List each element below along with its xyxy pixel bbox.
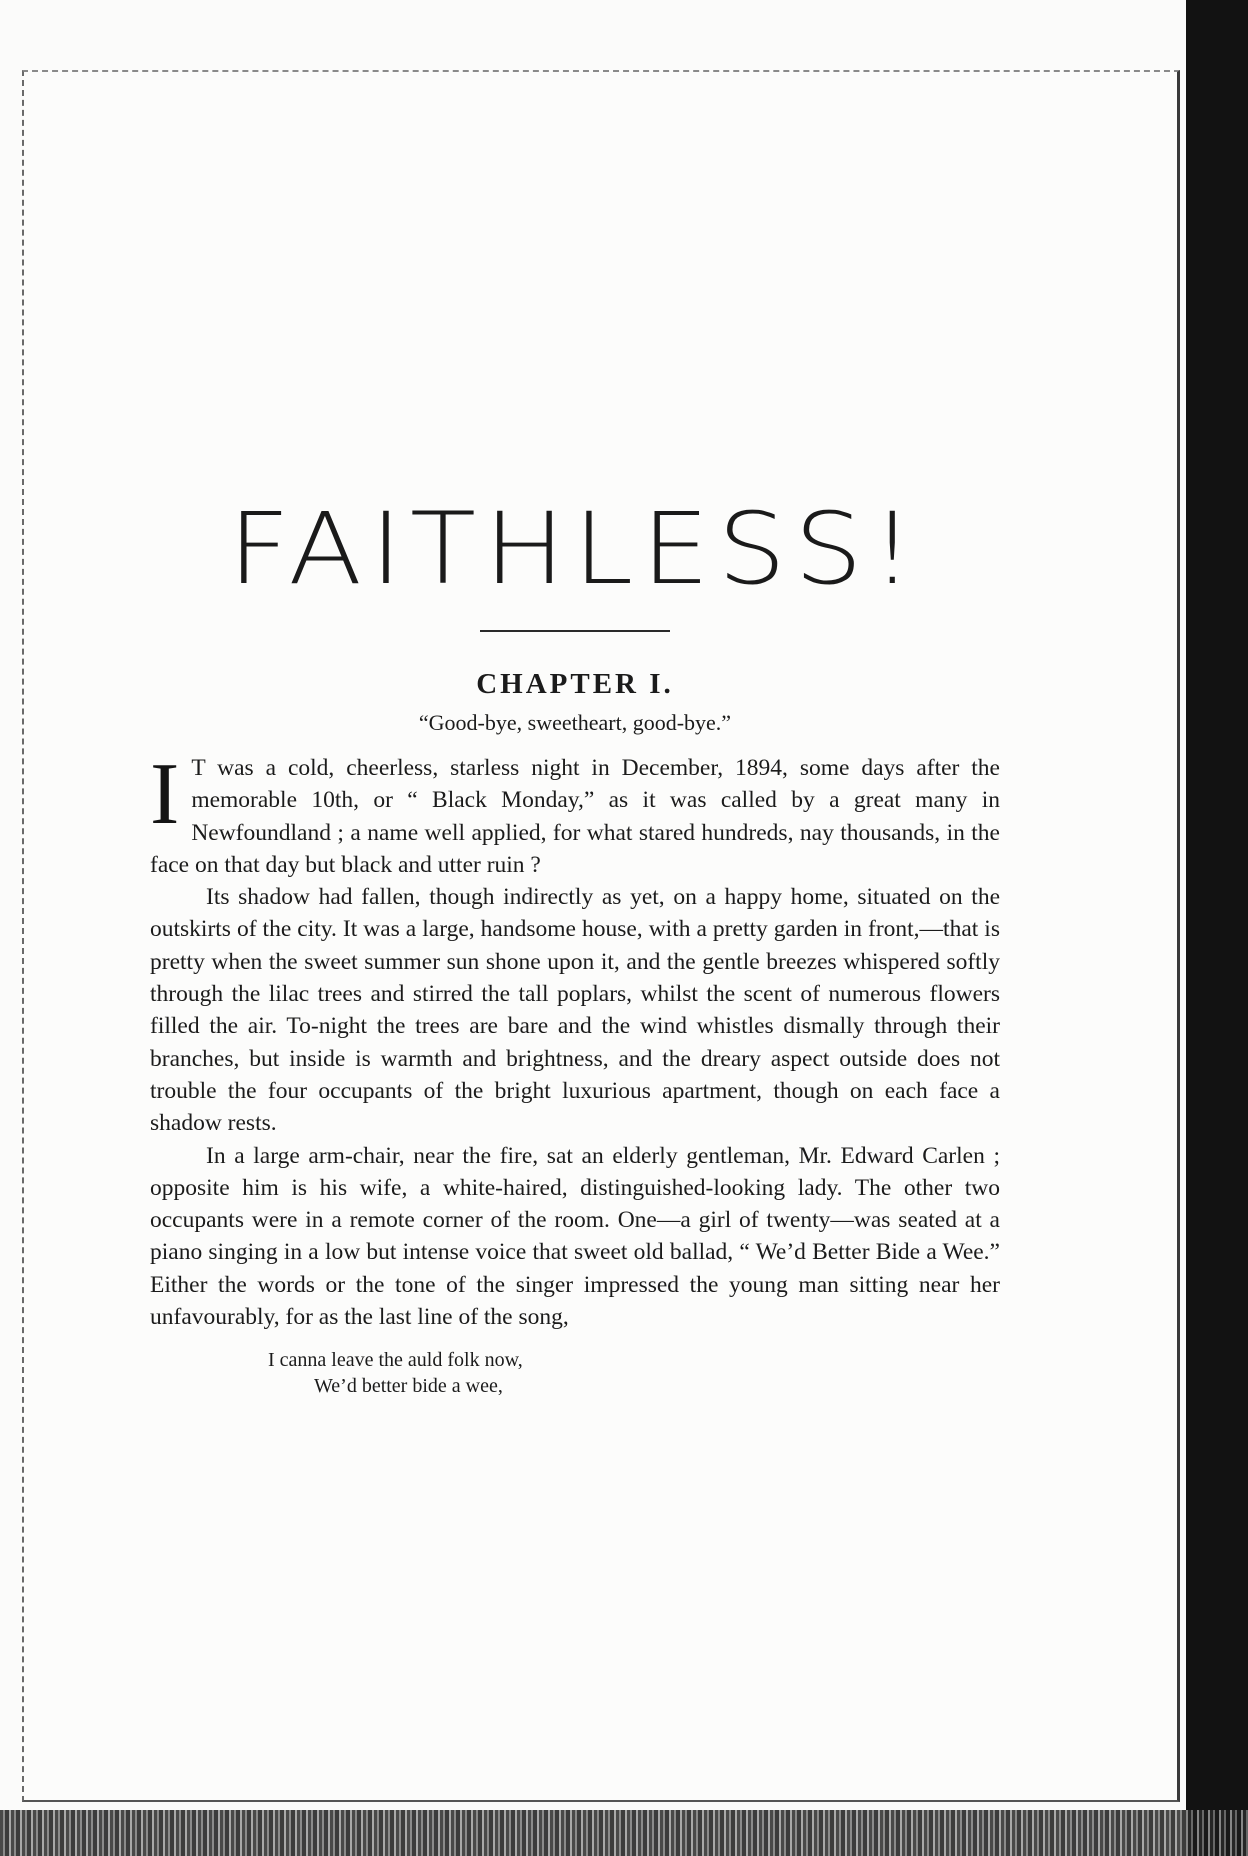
paragraph-1-text: T was a cold, cheerless, starless night in December, 1894, some days after the memorable 10th, or “ Black Monday,” as it was called by a great many in Newfoundland ; a name well applied, for what stared hundreds, nay thousands, in the face on that day but black and utter ruin ? <box>150 755 1000 878</box>
paragraph-1 <box>150 746 1000 881</box>
body-text <box>150 746 1000 1333</box>
scan-border-bottom <box>0 1810 1248 1856</box>
scan-border-right <box>1186 0 1248 1856</box>
paragraph-2: Its shadow had fallen, though indirectly as yet, on a happy home, situated on the outskirts of the city. It was a large, handsome house, with a pretty garden in front,—that is pretty when the sweet summer sun shone upon it, and the gentle breezes whispered softly through the lilac trees and stirred the tall poplars, whilst the scent of numerous flowers filled the air. To-night the trees are bare and the wind whistles dismally through their branches, but inside is warmth and brightness, and the dreary aspect outside does not trouble the four occupants of the bright luxurious apartment, though on each face a shadow rests. <box>150 884 1000 1137</box>
chapter-epigraph: “Good-bye, sweetheart, good-bye.” <box>418 710 732 735</box>
verse-line: We’d better bide a wee, <box>314 1375 503 1398</box>
verse-line: I canna leave the auld folk now, <box>268 1349 523 1372</box>
title-divider-rule <box>480 630 670 632</box>
page-content <box>150 490 1000 1399</box>
book-title: FAITHLESS! <box>228 492 922 608</box>
chapter-heading: CHAPTER I. <box>476 668 674 700</box>
paragraph-3: In a large arm-chair, near the fire, sat an elderly gentleman, Mr. Edward Carlen ; opposite him is his wife, a white-haired, distinguished-looking lady. The other two occupants were in a remote corner of the room. One—a girl of twenty—was seated at a piano singing in a low but intense voice that sweet old ballad, “ We’d Better Bide a Wee.” Either the words or the tone of the singer impressed the young man sitting near her unfavourably, for as the last line of the song, <box>150 1142 1000 1331</box>
verse-block <box>268 1347 1000 1399</box>
drop-cap-letter: I <box>150 746 180 843</box>
